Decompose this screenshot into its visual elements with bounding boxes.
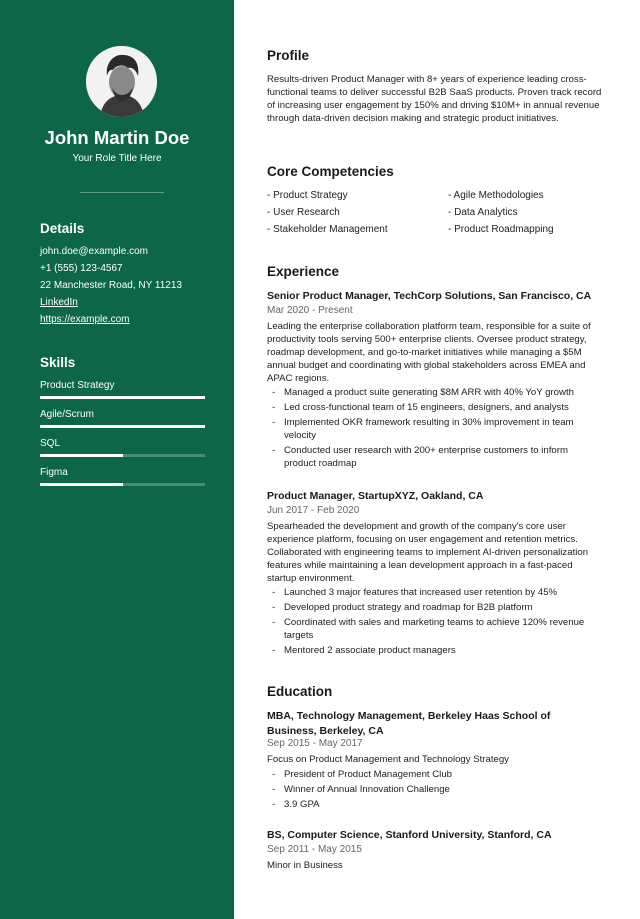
list-item: - Launched 3 major features that increased user retention by 45% xyxy=(272,586,602,599)
profile-summary: Results-driven Product Manager with 8+ years of experience leading cross-functional teams to deliver successful B2B SaaS products. Proven track record of increasing user engagement by 150% and driving $10M+ in annual revenue through data-driven decision making and strategic product initiatives. xyxy=(267,74,602,124)
skill-bar-fill xyxy=(40,454,123,457)
competency-item: - Stakeholder Management xyxy=(267,224,388,235)
education-heading: Education xyxy=(267,684,333,699)
list-item: - Developed product strategy and roadmap for B2B platform xyxy=(272,601,602,614)
competency-item: - Product Strategy xyxy=(267,190,348,201)
list-item: - Managed a product suite generating $8M ARR with 40% YoY growth xyxy=(272,386,602,399)
list-item: - Coordinated with sales and marketing teams to achieve 120% revenue targets xyxy=(272,616,602,642)
email-text: john.doe@example.com xyxy=(40,246,148,257)
role-title: Your Role Title Here xyxy=(72,153,162,164)
skill-label: Agile/Scrum xyxy=(40,409,94,420)
avatar xyxy=(86,46,157,117)
job-date: Mar 2020 - Present xyxy=(267,305,353,316)
job-bullets xyxy=(272,586,602,659)
profile-heading: Profile xyxy=(267,48,310,63)
job-title: Product Manager, StartupXYZ, Oakland, CA xyxy=(267,490,484,502)
competency-item: - Agile Methodologies xyxy=(448,190,544,201)
job-bullets xyxy=(272,386,602,472)
competencies-heading: Core Competencies xyxy=(267,164,394,179)
competency-item: - Product Roadmapping xyxy=(448,224,554,235)
phone-text: +1 (555) 123-4567 xyxy=(40,263,123,274)
skill-label: Figma xyxy=(40,467,68,478)
list-item: - Mentored 2 associate product managers xyxy=(272,644,602,657)
competency-item: - User Research xyxy=(267,207,340,218)
candidate-name: John Martin Doe xyxy=(44,127,190,148)
address-text: 22 Manchester Road, NY 11213 xyxy=(40,280,182,291)
education-title: MBA, Technology Management, Berkeley Haas School of Business, Berkeley, CA xyxy=(267,710,551,737)
skills-heading: Skills xyxy=(40,355,76,370)
education-bullets xyxy=(272,768,602,813)
skill-bar-fill xyxy=(40,483,123,486)
skill-label: Product Strategy xyxy=(40,380,115,391)
job-summary: Leading the enterprise collaboration platform team, responsible for a suite of productivity tools serving 500+ enterprise clients. Oversee product strategy, roadmap development, and go-to-market initiatives while managing a $5M annual budget and coordinating with global stakeholders across EMEA and APAC regions. xyxy=(267,321,591,384)
skill-bar-fill xyxy=(40,425,205,428)
website-link[interactable]: https://example.com xyxy=(40,314,130,325)
profile-photo-icon xyxy=(86,46,157,117)
job-title: Senior Product Manager, TechCorp Solutions, San Francisco, CA xyxy=(267,290,592,302)
list-item: - President of Product Management Club xyxy=(272,768,602,781)
list-item: - Conducted user research with 200+ enterprise customers to inform product roadmap xyxy=(272,444,602,470)
skill-bar xyxy=(40,425,205,428)
skill-label: SQL xyxy=(40,438,61,449)
list-item: - 3.9 GPA xyxy=(272,798,602,811)
linkedin-link[interactable]: LinkedIn xyxy=(40,297,78,308)
sidebar xyxy=(0,0,234,919)
skill-bar xyxy=(40,483,205,486)
list-item: - Led cross-functional team of 15 engineers, designers, and analysts xyxy=(272,401,602,414)
list-item: - Winner of Annual Innovation Challenge xyxy=(272,783,602,796)
skill-bar xyxy=(40,396,205,399)
competency-item: - Data Analytics xyxy=(448,207,518,218)
education-title: BS, Computer Science, Stanford University, Stanford, CA xyxy=(267,829,552,841)
job-summary: Spearheaded the development and growth of the company's core user experience platform, focusing on user engagement and retention metrics. Collaborated with engineering teams to implement AI-driven personalization features while maintaining a lean development approach in a fast-paced startup environment. xyxy=(267,521,589,584)
education-date: Sep 2011 - May 2015 xyxy=(267,844,362,855)
skill-bar xyxy=(40,454,205,457)
experience-heading: Experience xyxy=(267,264,340,279)
sidebar-divider xyxy=(80,192,164,193)
job-date: Jun 2017 - Feb 2020 xyxy=(267,505,360,516)
list-item: - Implemented OKR framework resulting in 30% improvement in team velocity xyxy=(272,416,602,442)
education-date: Sep 2015 - May 2017 xyxy=(267,738,363,749)
skill-bar-fill xyxy=(40,396,205,399)
education-summary: Focus on Product Management and Technology Strategy xyxy=(267,754,509,765)
education-summary: Minor in Business xyxy=(267,860,343,871)
details-heading: Details xyxy=(40,221,85,236)
